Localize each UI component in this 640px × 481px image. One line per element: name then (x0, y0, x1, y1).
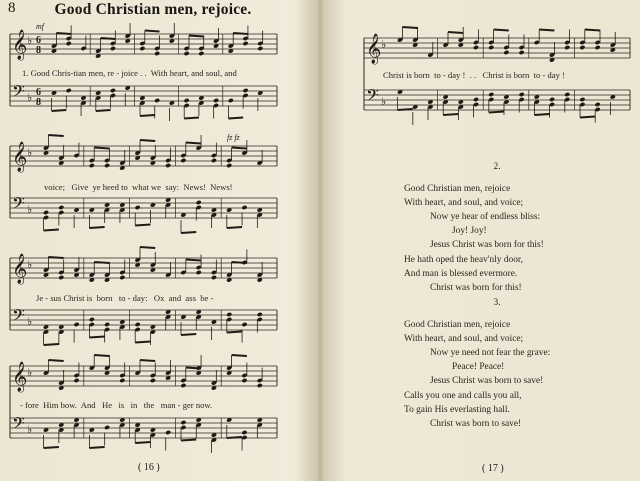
treble-clef-icon: 𝄞 (12, 30, 28, 60)
note-head (549, 97, 555, 102)
treble-clef-icon: 𝄞 (12, 362, 28, 392)
note-head (564, 92, 570, 97)
note-head (242, 88, 248, 93)
note-head (579, 45, 585, 50)
flat-icon: ♭ (27, 147, 33, 159)
treble-clef-icon: 𝄞 (366, 34, 382, 64)
note-head (180, 383, 186, 388)
stanza-line: Good Christian men, rejoice (404, 320, 511, 331)
right-footer: ( 17 ) (482, 463, 504, 474)
note-head (110, 46, 116, 51)
stanza-line: To gain His everlasting hall. (404, 404, 510, 415)
svg-text:6: 6 (36, 35, 41, 46)
stanza-line: Jesus Christ was born to save! (430, 376, 544, 387)
note-head (154, 98, 160, 103)
note-head (241, 430, 247, 435)
page-number: 8 (8, 0, 16, 16)
note-head (154, 51, 160, 56)
bass-clef-icon: 𝄢 (12, 413, 25, 437)
stanza-number: 3. (493, 298, 501, 308)
treble-staff (10, 258, 277, 278)
note-head (211, 158, 217, 163)
bass-staff (364, 90, 630, 110)
bass-staff (10, 418, 277, 438)
note-head (257, 46, 263, 51)
note-head (241, 378, 247, 383)
lyric-line-4: - fore Him bow. And He is in the man - ger now. (20, 400, 213, 410)
note-head (579, 97, 585, 102)
note-head (119, 378, 125, 383)
note-head (110, 88, 116, 93)
stanza-line: Calls you one and calls you all, (404, 390, 522, 401)
note-head (184, 98, 190, 103)
flat-icon: ♭ (27, 367, 33, 379)
note-head (257, 312, 263, 317)
flat-icon: ♭ (27, 424, 33, 436)
stanza-line: Christ was born to save! (430, 418, 522, 429)
svg-text:8: 8 (36, 45, 41, 56)
note-head (184, 51, 190, 56)
note-head (564, 45, 570, 50)
note-head (503, 50, 509, 55)
note-head (241, 322, 247, 327)
stanza-line: With heart, and soul, and voice; (404, 334, 524, 345)
note-head (135, 322, 141, 327)
note-head (595, 102, 601, 107)
lyric-line-2: voice; Give ye heed to what we say: News! News! (44, 182, 233, 192)
treble-clef-icon: 𝄞 (12, 254, 28, 284)
treble-staff (10, 366, 277, 386)
stanza-line: Christ was born for this! (430, 282, 522, 293)
note-head (196, 200, 202, 205)
note-head (473, 97, 479, 102)
treble-clef-icon: 𝄞 (12, 142, 28, 172)
flat-icon: ♭ (381, 96, 387, 108)
note-head (104, 425, 110, 430)
stanza-line: He hath oped the heav'nly door, (404, 254, 523, 265)
note-head (89, 163, 95, 168)
note-head (242, 41, 248, 46)
bass-clef-icon: 𝄢 (366, 85, 379, 109)
note-head (150, 378, 156, 383)
bass-staff (10, 198, 277, 218)
note-head (519, 50, 525, 55)
flat-icon: ♭ (381, 39, 387, 51)
stanza-2 (404, 160, 590, 295)
note-head (488, 45, 494, 50)
note-head (198, 51, 204, 56)
left-footer: ( 16 ) (138, 462, 160, 473)
note-head (519, 92, 525, 97)
stanza-3 (404, 296, 590, 431)
note-head (73, 322, 79, 327)
bass-clef-icon: 𝄢 (12, 193, 25, 217)
note-head (241, 205, 247, 210)
flat-icon: ♭ (27, 259, 33, 271)
note-head (257, 383, 263, 388)
note-head (180, 158, 186, 163)
stanza-line: And man is blessed evermore. (404, 268, 518, 279)
note-head (66, 41, 72, 46)
flat-icon: ♭ (27, 92, 33, 104)
bass-clef-icon: 𝄢 (12, 81, 25, 105)
note-head (119, 275, 125, 280)
stanza-line: Jesus Christ was born for this! (430, 240, 544, 251)
stanza-line: Now ye need not fear the grave: (430, 348, 551, 359)
flat-icon: ♭ (27, 35, 33, 47)
flat-icon: ♭ (27, 204, 33, 216)
note-head (226, 163, 232, 168)
note-head (473, 45, 479, 50)
note-head (211, 275, 217, 280)
note-head (165, 163, 171, 168)
flat-icon: ♭ (27, 316, 33, 328)
note-head (196, 270, 202, 275)
note-head (595, 45, 601, 50)
note-head (58, 205, 64, 210)
note-head (104, 322, 110, 327)
note-head (66, 88, 72, 93)
note-head (43, 210, 49, 215)
note-head (165, 430, 171, 435)
bass-staff (10, 310, 277, 330)
stanza-line: Peace! Peace! (452, 362, 505, 373)
note-head (135, 205, 141, 210)
svg-text:6: 6 (36, 87, 41, 98)
treble-staff (364, 38, 630, 58)
accent-marks: fz fz (227, 133, 240, 142)
note-head (488, 92, 494, 97)
note-head (228, 98, 234, 103)
treble-staff (10, 146, 277, 166)
note-head (89, 317, 95, 322)
dynamic-mark: mf (36, 22, 44, 31)
stanza-line: Now ye hear of endless bliss: (430, 212, 541, 223)
stanza-line: Good Christian men, rejoice (404, 184, 511, 195)
lyric-line-1: 1. Good Chris-tian men, re - joice . . With heart, and soul, and (22, 68, 237, 78)
hymn-title: Good Christian men, rejoice. (54, 1, 252, 18)
right-lyric-line: Christ is born to - day ! . . Christ is born to - day ! (383, 70, 565, 80)
note-head (213, 98, 219, 103)
note-head (73, 378, 79, 383)
svg-text:8: 8 (36, 97, 41, 108)
bass-clef-icon: 𝄢 (12, 305, 25, 329)
lyric-line-3: Je - sus Christ is born to - day: Ox and ass be - (36, 293, 214, 303)
note-head (58, 275, 64, 280)
stanza-line: With heart, and soul, and voice; (404, 198, 524, 209)
note-head (226, 312, 232, 317)
note-head (104, 163, 110, 168)
note-head (139, 46, 145, 51)
stanza-number: 2. (493, 162, 501, 172)
note-head (180, 420, 186, 425)
stanza-line: Joy! Joy! (452, 226, 487, 237)
